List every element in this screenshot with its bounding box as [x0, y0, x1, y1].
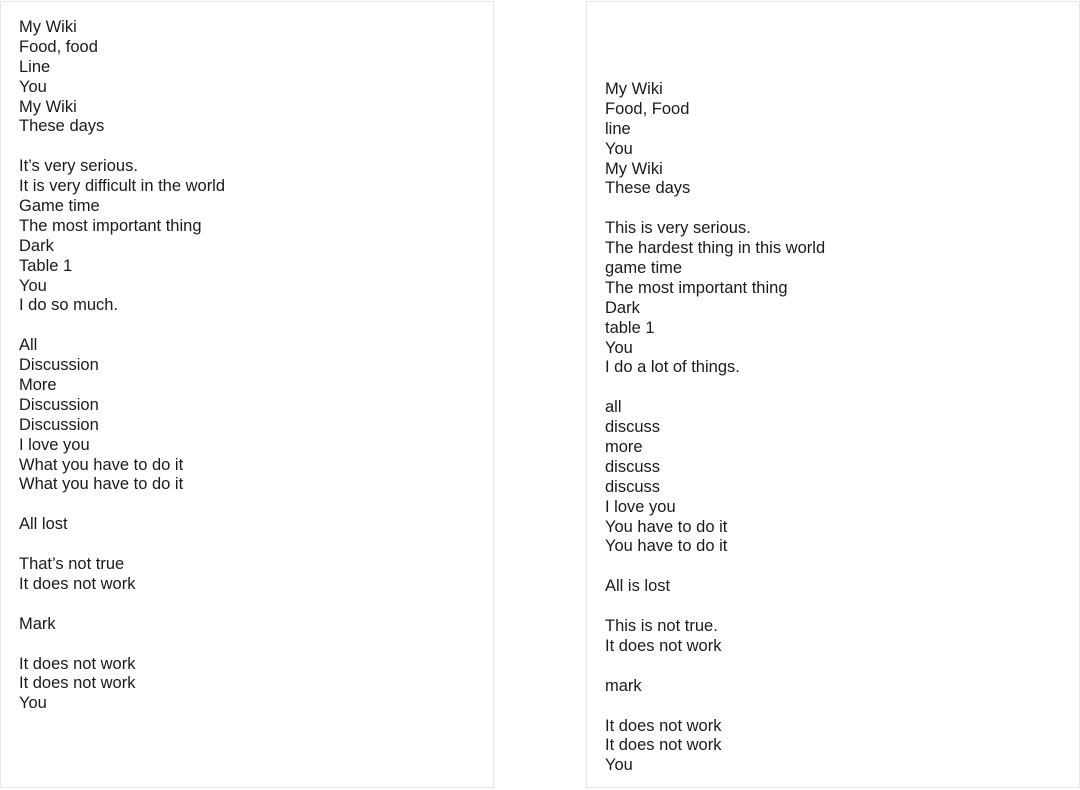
- text-line: Table 1: [19, 256, 73, 275]
- text-line: My Wiki: [605, 159, 663, 178]
- blank-line: [19, 595, 225, 615]
- text-line: Discussion: [19, 415, 99, 434]
- text-line: Dark: [605, 298, 640, 317]
- text-line: The most important thing: [605, 278, 788, 297]
- text-line: You: [605, 338, 633, 357]
- text-line: Discussion: [19, 356, 99, 375]
- text-line: mark: [605, 676, 642, 695]
- text-line: It does not work: [19, 654, 136, 673]
- text-line: This is very serious.: [605, 219, 751, 238]
- blank-line: [605, 378, 825, 398]
- text-line: line: [605, 119, 631, 138]
- text-line: You have to do it: [605, 517, 728, 536]
- text-line: All is lost: [605, 577, 671, 596]
- text-line: It does not work: [19, 574, 136, 593]
- text-line: I love you: [605, 497, 676, 516]
- text-block-left: [19, 18, 225, 714]
- text-line: My Wiki: [605, 80, 663, 98]
- text-line: Food, food: [19, 37, 98, 56]
- text-line: discuss: [605, 477, 661, 496]
- blank-line: [605, 657, 825, 677]
- text-line: table 1: [605, 318, 655, 337]
- text-line: This is not true.: [605, 617, 718, 636]
- text-line: Game time: [19, 197, 100, 216]
- text-line: You: [19, 77, 47, 96]
- text-line: It is very difficult in the world: [19, 177, 226, 196]
- text-line: You: [605, 139, 633, 158]
- text-line: All: [19, 336, 38, 355]
- blank-line: [19, 635, 225, 655]
- text-line: Dark: [19, 236, 54, 255]
- text-line: discuss: [605, 418, 661, 437]
- text-line: Mark: [19, 614, 56, 633]
- text-line: My Wiki: [19, 97, 77, 116]
- blank-line: [605, 597, 825, 617]
- text-line: discuss: [605, 457, 661, 476]
- text-line: What you have to do it: [19, 475, 184, 494]
- blank-line: [19, 535, 225, 555]
- text-line: all: [605, 398, 622, 417]
- text-line: I love you: [19, 435, 90, 454]
- text-line: You: [19, 694, 47, 713]
- text-line: It’s very serious.: [19, 157, 138, 176]
- text-line: All lost: [19, 515, 68, 534]
- blank-line: [19, 137, 225, 157]
- text-line: Discussion: [19, 395, 99, 414]
- text-line: Line: [19, 57, 51, 76]
- text-line: You have to do it: [605, 537, 728, 556]
- text-line: It does not work: [605, 716, 722, 735]
- text-line: More: [19, 376, 57, 395]
- text-line: The hardest thing in this world: [605, 239, 826, 258]
- blank-line: [19, 316, 225, 336]
- text-line: The most important thing: [19, 216, 202, 235]
- text-line: You: [605, 756, 633, 775]
- text-line: It does not work: [605, 736, 722, 755]
- text-line: It does not work: [605, 636, 722, 655]
- blank-line: [605, 199, 825, 219]
- blank-line: [605, 557, 825, 577]
- text-line: That’s not true: [19, 555, 125, 574]
- text-line: I do a lot of things.: [605, 358, 740, 377]
- text-line: Food, Food: [605, 99, 690, 118]
- text-line: I do so much.: [19, 296, 119, 315]
- blank-line: [605, 697, 825, 717]
- text-line: You: [19, 276, 47, 295]
- text-block-right: [605, 80, 825, 776]
- blank-line: [19, 495, 225, 515]
- text-line: These days: [19, 117, 105, 136]
- text-line: more: [605, 438, 643, 457]
- document-page-right: [586, 1, 1080, 788]
- text-line: What you have to do it: [19, 455, 184, 474]
- text-line: game time: [605, 259, 683, 278]
- text-line: My Wiki: [19, 18, 77, 36]
- document-page-left: [0, 1, 494, 788]
- text-line: It does not work: [19, 674, 136, 693]
- text-line: These days: [605, 179, 691, 198]
